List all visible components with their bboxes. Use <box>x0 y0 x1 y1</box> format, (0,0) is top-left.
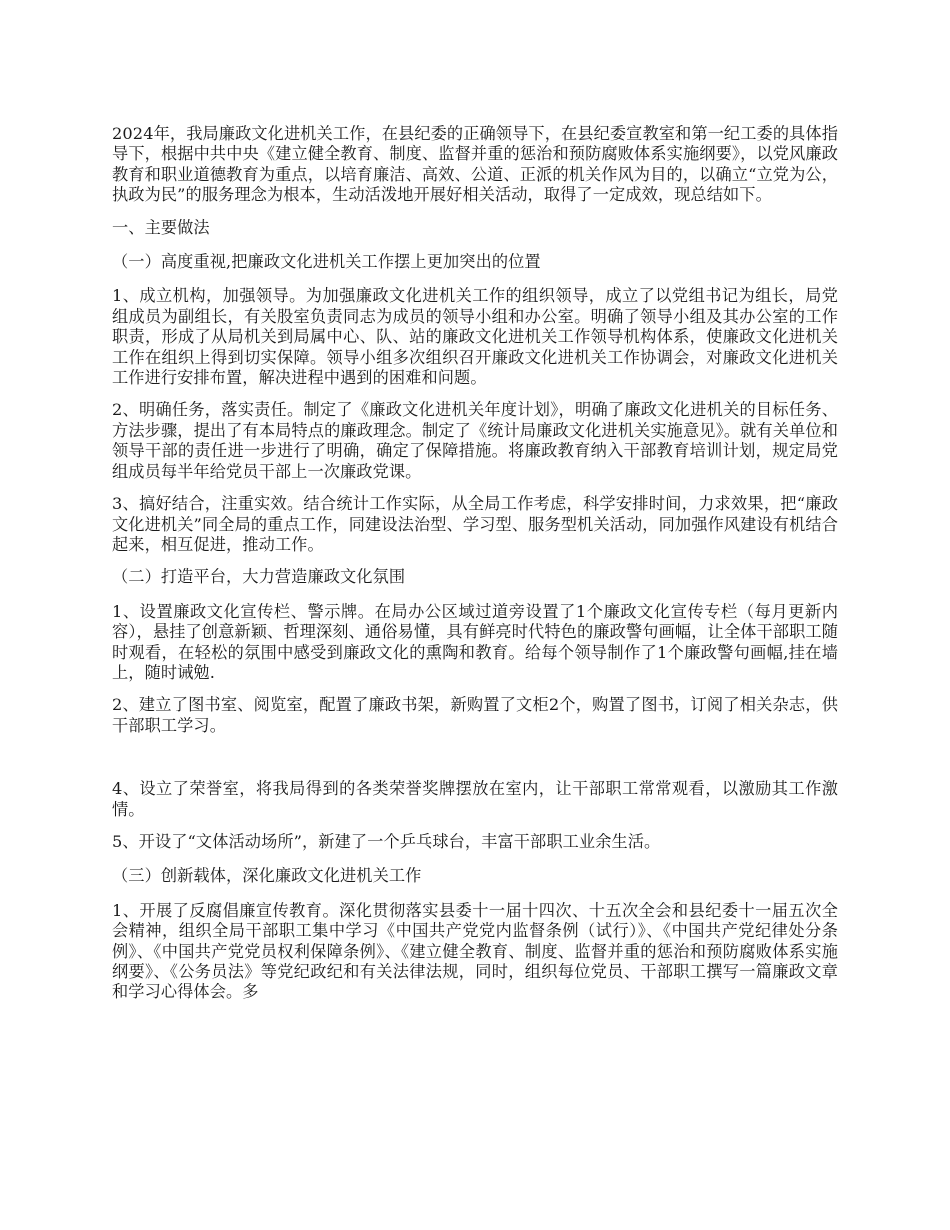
paragraph-bulletin-boards: 1、设置廉政文化宣传栏、警示牌。在局办公区域过道旁设置了1个廉政文化宣传专栏（每月更新内容），悬挂了创意新颖、哲理深刻、通俗易懂，具有鲜亮时代特色的廉政警句画幅，让全体干部职工随时观看，在轻松的氛围中感受到廉政文化的熏陶和教育。给每个领导制作了1个廉政警句画幅,挂在墙上，随时诫勉. <box>112 601 838 682</box>
paragraph-combine-practice: 3、搞好结合，注重实效。结合统计工作实际，从全局工作考虑，科学安排时间，力求效果，把“廉政文化进机关”同全局的重点工作，同建设法治型、学习型、服务型机关活动，同加强作风建设有机结合起来，相互促进，推动工作。 <box>112 494 838 554</box>
intro-paragraph: 2024年，我局廉政文化进机关工作，在县纪委的正确领导下，在县纪委宣教室和第一纪工委的具体指导下，根据中共中央《建立健全教育、制度、监督并重的惩治和预防腐败体系实施纲要》，以党风廉政教育和职业道德教育为重点，以培育廉洁、高效、公道、正派的机关作风为目的，以确立“立党为公，执政为民”的服务理念为根本，生动活泼地开展好相关活动，取得了一定成效，现总结如下。 <box>112 124 838 205</box>
paragraph-establish-organization: 1、成立机构，加强领导。为加强廉政文化进机关工作的组织领导，成立了以党组书记为组长，局党组成员为副组长，有关股室负责同志为成员的领导小组和办公室。明确了领导小组及其办公室的工作职责，形成了从局机关到局属中心、队、站的廉政文化进机关工作领导机构体系，使廉政文化进机关工作在组织上得到切实保障。领导小组多次组织召开廉政文化进机关工作协调会，对廉政文化进机关工作进行安排布置，解决进程中遇到的困难和问题。 <box>112 286 838 388</box>
paragraph-honor-room: 4、设立了荣誉室，将我局得到的各类荣誉奖牌摆放在室内，让干部职工常常观看，以激励其工作激情。 <box>112 779 838 819</box>
subsection-heading-2: （二）打造平台，大力营造廉政文化氛围 <box>112 567 406 587</box>
paragraph-anti-corruption-education: 1、开展了反腐倡廉宣传教育。深化贯彻落实县委十一届十四次、十五次全会和县纪委十一届五次全会精神，组织全局干部职工集中学习《中国共产党党内监督条例（试行）》、《中国共产党纪律处分条例》、《中国共产党党员权利保障条例》、《建立健全教育、制度、监督并重的惩治和预防腐败体系实施纲要》、《公务员法》等党纪政纪和有关法律法规，同时，组织每位党员、干部职工撰写一篇廉政文章和学习心得体会。多 <box>112 900 838 1002</box>
blank-gap <box>112 748 838 779</box>
section-heading-main-practices: 一、主要做法 <box>112 217 210 237</box>
subsection-heading-1: （一）高度重视,把廉政文化进机关工作摆上更加突出的位置 <box>112 252 541 272</box>
paragraph-clarify-tasks: 2、明确任务，落实责任。制定了《廉政文化进机关年度计划》，明确了廉政文化进机关的目标任务、方法步骤，提出了有本局特点的廉政理念。制定了《统计局廉政文化进机关实施意见》。就有关单位和领导干部的责任进一步进行了明确，确定了保障措施。将廉政教育纳入干部教育培训计划，规定局党组成员每半年给党员干部上一次廉政党课。 <box>112 400 838 481</box>
paragraph-sports-venue: 5、开设了“文体活动场所”，新建了一个乒乓球台，丰富干部职工业余生活。 <box>112 831 661 851</box>
subsection-heading-3: （三）创新载体，深化廉政文化进机关工作 <box>112 866 422 886</box>
paragraph-library: 2、建立了图书室、阅览室，配置了廉政书架，新购置了文柜2个，购置了图书，订阅了相关杂志，供干部职工学习。 <box>112 695 838 735</box>
document-body <box>112 124 838 1015</box>
